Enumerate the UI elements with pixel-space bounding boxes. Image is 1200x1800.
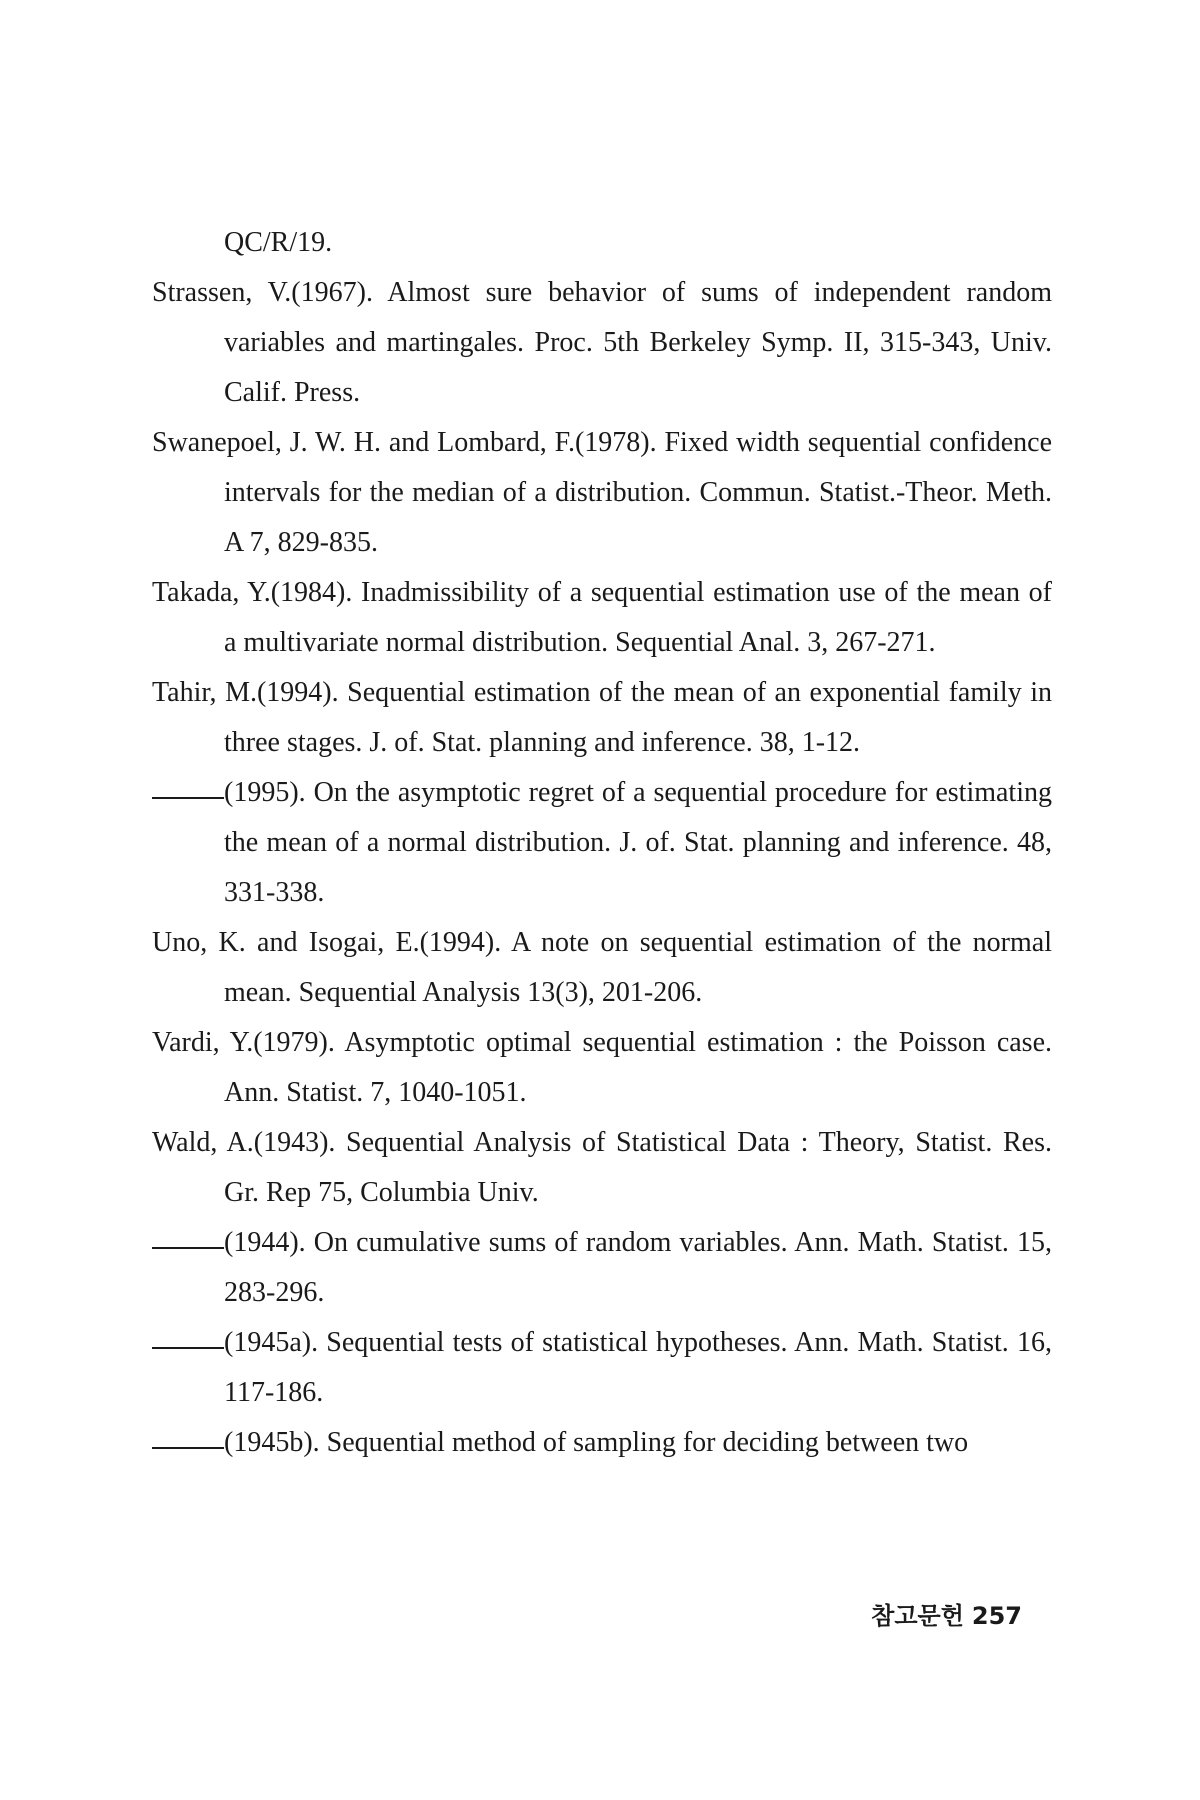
reference-continuation: QC/R/19. <box>224 227 333 258</box>
reference-tahir-1995 <box>152 768 1052 918</box>
reference-takada-1984: Takada, Y.(1984). Inadmissibility of a sequential estimation use of the mean of a multivariate normal distribution. Sequential Anal. 3, 267-271. <box>152 577 1052 658</box>
reference-wald-1945a <box>152 1318 1052 1418</box>
reference-list <box>152 218 1052 1468</box>
reference-text: (1945a). Sequential tests of statistical hypotheses. Ann. Math. Statist. 16, 117-186. <box>224 1327 1052 1408</box>
reference-uno-1994: Uno, K. and Isogai, E.(1994). A note on sequential estimation of the normal mean. Sequential Analysis 13(3), 201-206. <box>152 927 1052 1008</box>
reference-text: (1995). On the asymptotic regret of a sequential procedure for estimating the mean of a normal distribution. J. of. Stat. planning and inference. 48, 331-338. <box>224 777 1052 908</box>
author-repeat-dash <box>152 797 224 799</box>
reference-vardi-1979: Vardi, Y.(1979). Asymptotic optimal sequential estimation : the Poisson case. Ann. Statist. 7, 1040-1051. <box>152 1027 1052 1108</box>
reference-wald-1944 <box>152 1218 1052 1318</box>
reference-text: (1944). On cumulative sums of random variables. Ann. Math. Statist. 15, 283-296. <box>224 1227 1052 1308</box>
page-number: 257 <box>971 1602 1022 1630</box>
author-repeat-dash <box>152 1447 224 1449</box>
reference-wald-1945b <box>152 1418 1052 1468</box>
reference-swanepoel-1978: Swanepoel, J. W. H. and Lombard, F.(1978). Fixed width sequential confidence intervals for the median of a distribution. Commun. Statist.-Theor. Meth. A 7, 829-835. <box>152 427 1052 558</box>
page-footer <box>871 1596 1022 1631</box>
author-repeat-dash <box>152 1247 224 1249</box>
author-repeat-dash <box>152 1347 224 1349</box>
reference-tahir-1994: Tahir, M.(1994). Sequential estimation of the mean of an exponential family in three stages. J. of. Stat. planning and inference. 38, 1-12. <box>152 677 1052 758</box>
reference-text: (1945b). Sequential method of sampling for deciding between two <box>224 1427 969 1458</box>
reference-wald-1943: Wald, A.(1943). Sequential Analysis of Statistical Data : Theory, Statist. Res. Gr. Rep 75, Columbia Univ. <box>152 1127 1052 1208</box>
section-title: 참고문헌 <box>871 1602 964 1630</box>
reference-strassen-1967: Strassen, V.(1967). Almost sure behavior of sums of independent random variables and martingales. Proc. 5th Berkeley Symp. II, 315-343, Univ. Calif. Press. <box>152 277 1052 408</box>
